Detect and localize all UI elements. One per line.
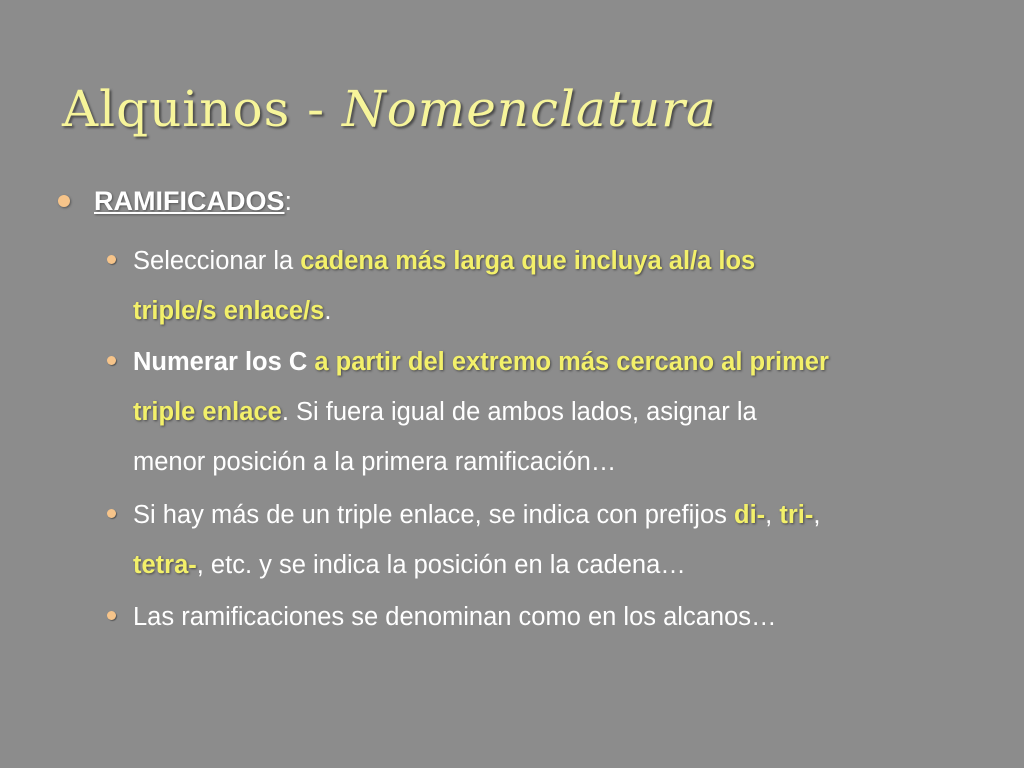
prefix-tri: tri-	[779, 501, 814, 529]
bullet-dot-icon	[107, 356, 116, 365]
title-part-1: Alquinos -	[62, 80, 342, 138]
item-text: .	[324, 297, 332, 325]
item-text: Si hay más de un triple enlace, se indica con prefijos	[133, 501, 734, 529]
item-highlight: a partir del extremo más cercano al primer	[314, 348, 829, 376]
item-highlight: triple enlace	[133, 398, 282, 426]
list-item	[104, 592, 984, 642]
item-text: menor posición a la primera ramificación…	[133, 448, 617, 476]
bullet-heading	[62, 186, 292, 217]
prefix-di: di-	[734, 501, 766, 529]
heading-text: RAMIFICADOS	[94, 186, 285, 216]
item-text: ,	[813, 501, 821, 529]
item-highlight: triple/s enlace/s	[133, 297, 325, 325]
item-highlight: cadena más larga que incluya al/a los	[300, 247, 756, 275]
bullet-dot-icon	[58, 195, 70, 207]
bullet-dot-icon	[107, 611, 116, 620]
item-text: Seleccionar la	[133, 247, 301, 275]
item-text: ,	[765, 501, 780, 529]
slide-title	[62, 80, 717, 138]
prefix-tetra: tetra-	[133, 551, 197, 579]
heading-suffix: :	[284, 186, 293, 216]
list-item	[104, 337, 984, 487]
list-item	[104, 490, 984, 590]
title-part-2: Nomenclatura	[341, 80, 717, 138]
item-text: . Si fuera igual de ambos lados, asignar la	[281, 398, 757, 426]
item-text: , etc. y se indica la posición en la cadena…	[196, 551, 686, 579]
item-text-bold: Numerar los C	[133, 348, 315, 376]
list-item	[104, 236, 984, 336]
item-text: Las ramificaciones se denominan como en los alcanos…	[133, 603, 777, 631]
bullet-dot-icon	[107, 255, 116, 264]
bullet-dot-icon	[107, 509, 116, 518]
